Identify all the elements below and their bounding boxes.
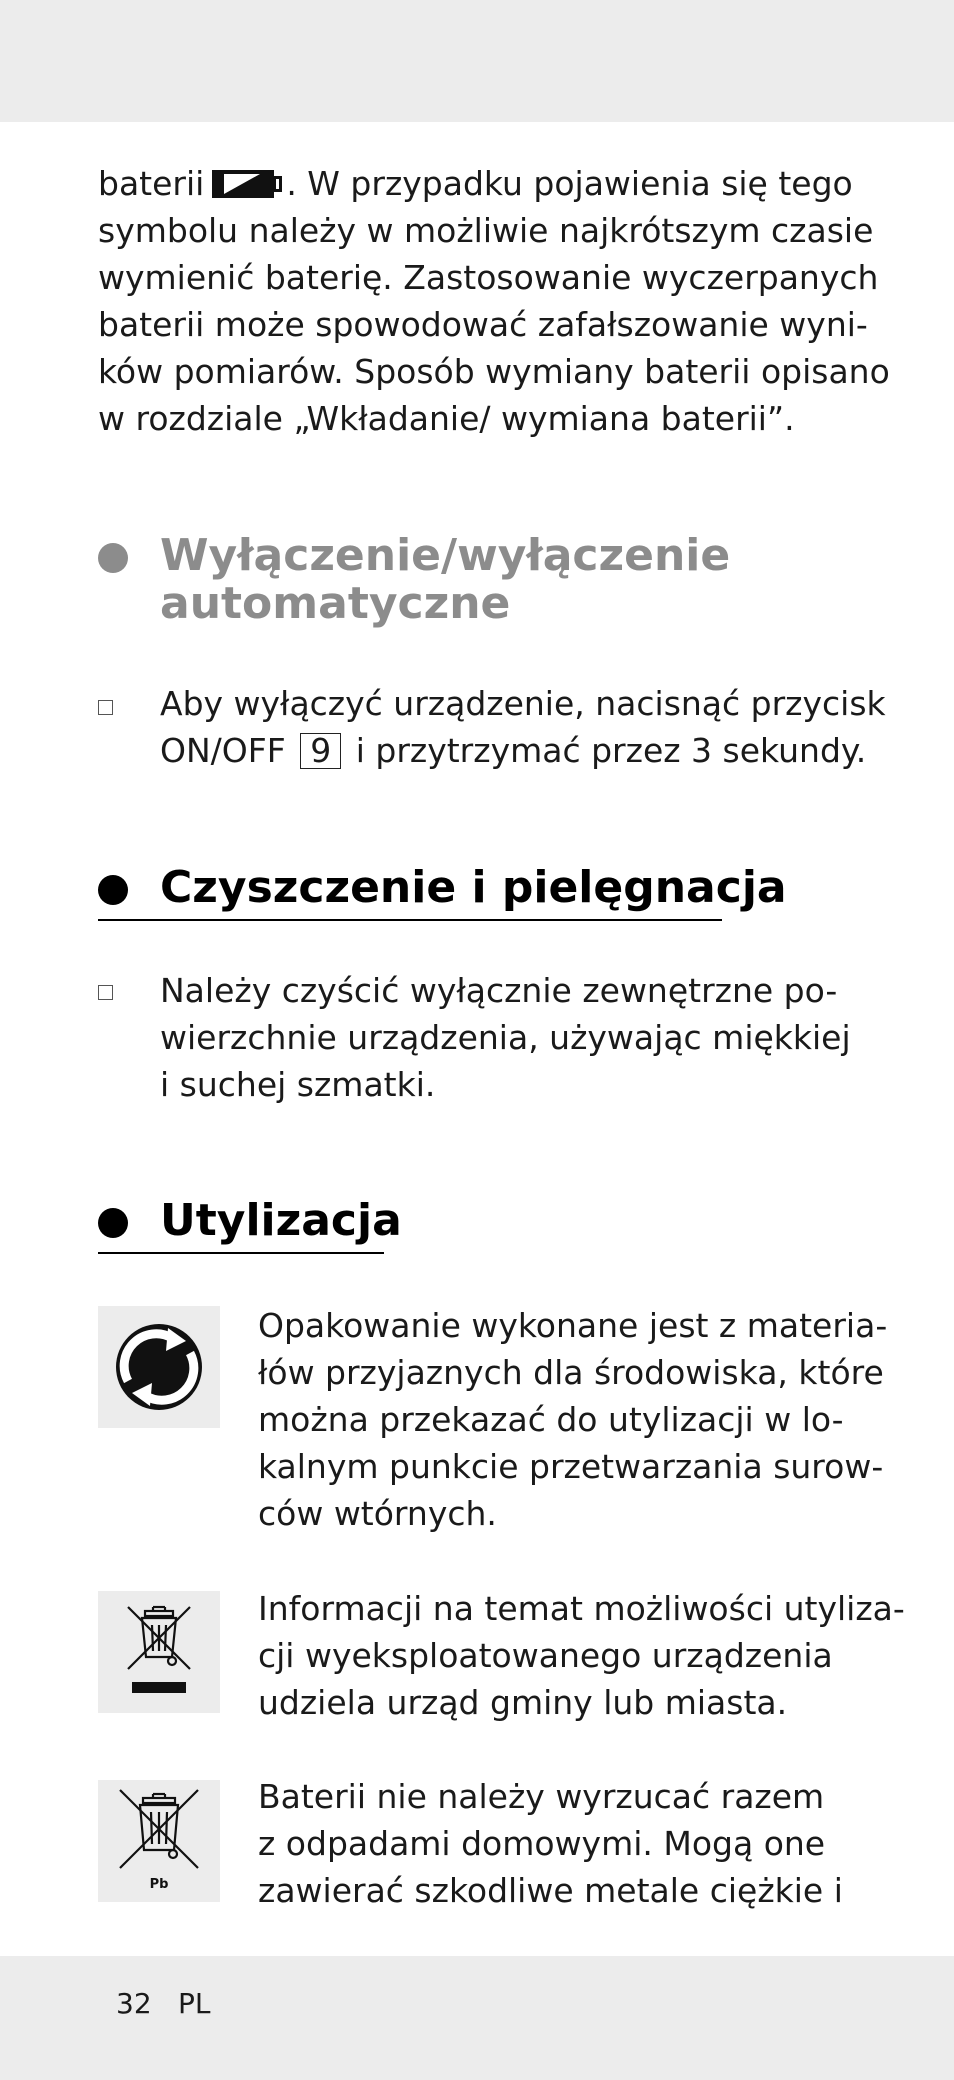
low-battery-icon [212, 170, 284, 198]
crossed-bin-pb-icon [98, 1780, 220, 1902]
page-number: 32 [116, 1987, 152, 2020]
paragraph-line: ków pomiarów. Sposób wymiany baterii opisano [98, 352, 890, 391]
green-dot-recycling-icon [98, 1306, 220, 1428]
top-margin-bar [0, 0, 954, 122]
pb-label: Pb [149, 1877, 169, 1892]
switch-off-instruction: Aby wyłączyć urządzenie, nacisnąć przycisk ON/OFF 9 i przytrzymać przez 3 sekundy. [160, 684, 886, 770]
section-bullet-icon [98, 1208, 128, 1238]
heading-underline [98, 919, 722, 921]
battery-disposal-text: Baterii nie należy wyrzucać razem z odpadami domowymi. Mogą one zawierać szkodliwe metale ciężkie i [258, 1777, 843, 1910]
square-bullet-icon [98, 985, 113, 1000]
device-disposal-text: Informacji na temat możliwości utyliza- cji wyeksploatowanego urządzenia udziela urząd gminy lub miasta. [258, 1589, 905, 1722]
paragraph-line: symbolu należy w możliwie najkrótszym czasie [98, 211, 874, 250]
section-bullet-icon [98, 875, 128, 905]
section-bullet-icon [98, 543, 128, 573]
square-bullet-icon [98, 700, 113, 715]
paragraph-line: baterii może spowodować zafałszowanie wyni- [98, 305, 868, 344]
button-reference: 9 [300, 733, 341, 769]
paragraph-line: wymienić baterię. Zastosowanie wyczerpanych [98, 258, 879, 297]
language-code: PL [178, 1987, 211, 2020]
heading-underline [98, 1252, 384, 1254]
cleaning-instruction: Należy czyścić wyłącznie zewnętrzne po- wierzchnie urządzenia, używając miękkiej i suchej szmatki. [160, 971, 851, 1104]
paragraph-line: w rozdziale „Wkładanie/ wymiana baterii”. [98, 399, 795, 438]
section-heading-off: Wyłączenie/wyłączenie automatyczne [160, 530, 731, 629]
section-heading-cleaning: Czyszczenie i pielęgnacja [160, 862, 787, 913]
paragraph-line: baterii . W przypadku pojawienia się tego [98, 164, 853, 203]
battery-warning-paragraph [98, 160, 890, 442]
section-heading-disposal: Utylizacja [160, 1195, 402, 1246]
packaging-disposal-text: Opakowanie wykonane jest z materia- łów przyjaznych dla środowiska, które można przekazać do utylizacji w lo- kalnym punkcie przetwarzania surow- ców wtórnych. [258, 1306, 888, 1533]
crossed-bin-icon [98, 1591, 220, 1713]
